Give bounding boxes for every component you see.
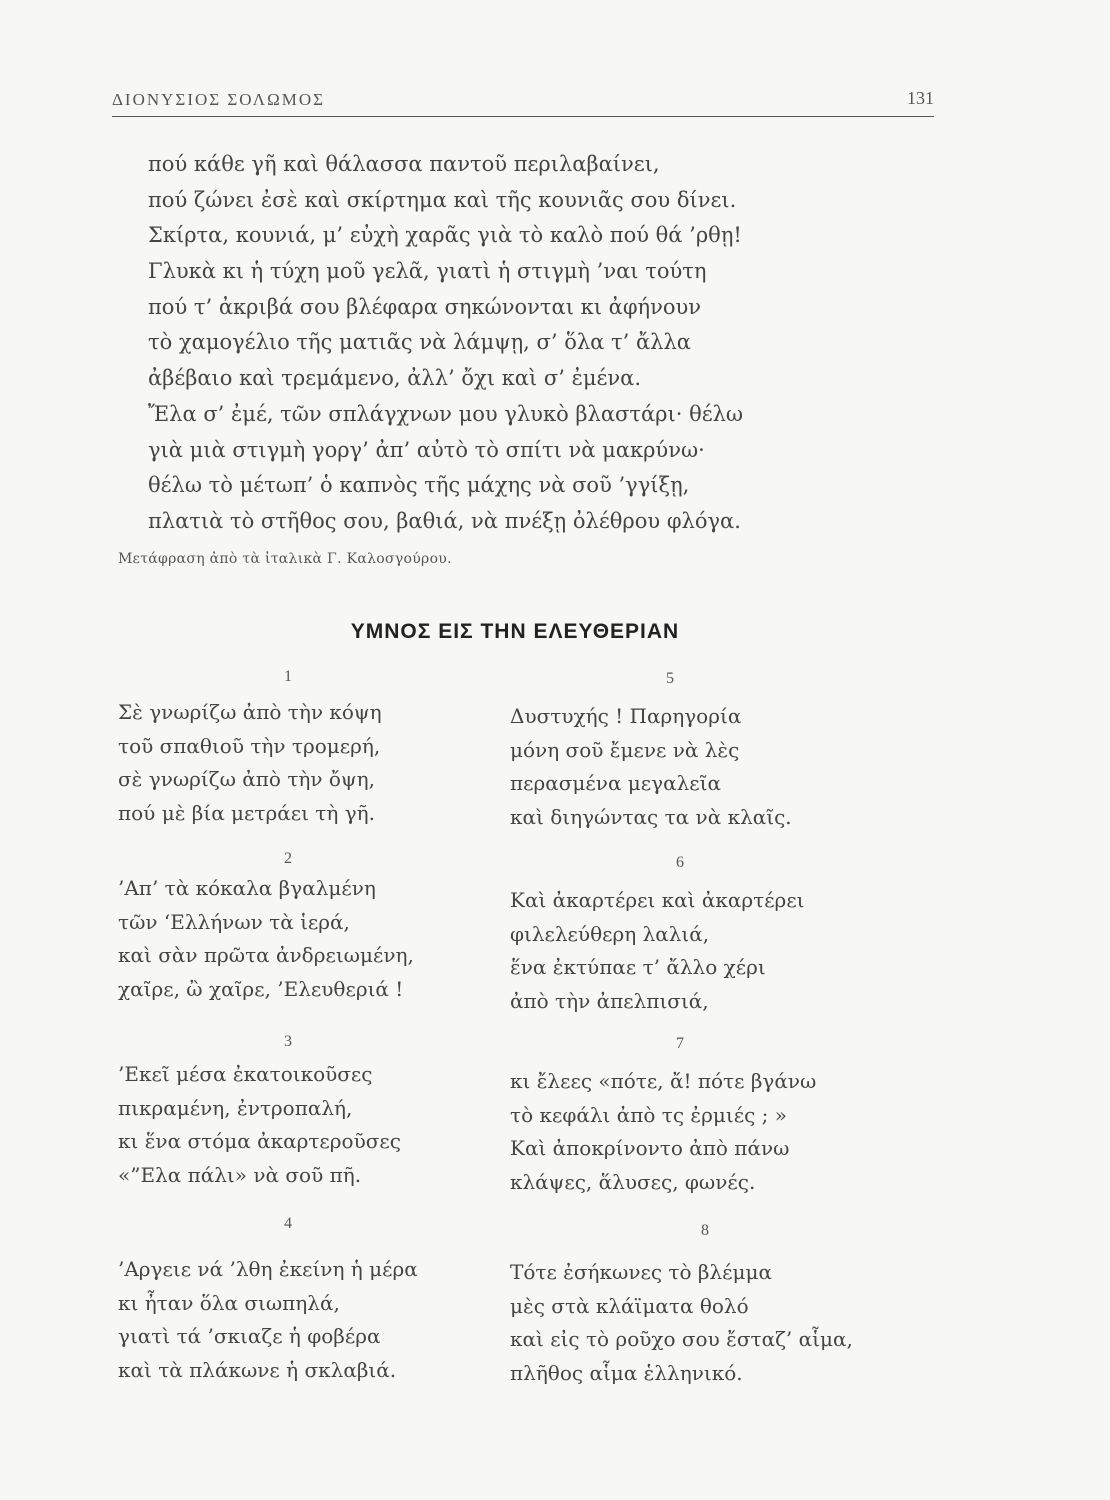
- verse-line: πικραμένη, ἐντροπαλή,: [118, 1095, 353, 1120]
- verse-line: Σὲ γνωρίζω ἀπὸ τὴν κόψη: [118, 700, 382, 724]
- stanza-number: 3: [284, 1033, 292, 1050]
- verse-line: τοῦ σπαθιοῦ τὴν τρομερή,: [118, 733, 381, 758]
- prose-line: πού τ’ ἀκριβά σου βλέφαρα σηκώνονται κι ἀφήνουν: [148, 294, 702, 319]
- verse-line: καὶ σὰν πρῶτα ἀνδρειωμένη,: [118, 943, 414, 967]
- prose-line: θέλω τὸ μέτωπ’ ὁ καπνὸς τῆς μάχης νὰ σοῦ ’γγίξῃ,: [148, 473, 690, 498]
- prose-line: Γλυκὰ κι ἡ τύχη μοῦ γελᾶ, γιατὶ ἡ στιγμὴ ’ναι τούτη: [148, 259, 707, 284]
- verse-line: μὲς στὰ κλάϊματα θολό: [510, 1293, 749, 1318]
- verse-line: πλῆθος αἷμα ἑλληνικό.: [510, 1360, 743, 1385]
- prose-passage: [148, 147, 888, 540]
- verse-line: φιλελεύθερη λαλιά,: [510, 921, 710, 946]
- verse-line: ἀπὸ τὴν ἀπελπισιά,: [510, 988, 709, 1013]
- verse-line: κλάψες, ἅλυσες, φωνές.: [510, 1169, 756, 1194]
- prose-line: γιὰ μιὰ στιγμὴ γοργ’ ἀπ’ αὐτὸ τὸ σπίτι νὰ μακρύνω·: [148, 437, 705, 462]
- verse-line: Καὶ ἀποκρίνοντο ἀπὸ πάνω: [510, 1136, 790, 1160]
- stanza-number: 7: [676, 1035, 684, 1052]
- running-head: [112, 88, 934, 117]
- prose-line: ἀβέβαιο καὶ τρεμάμενο, ἀλλ’ ὄχι καὶ σ’ ἐμένα.: [148, 366, 641, 391]
- verse-line: ’Εκεῖ μέσα ἐκατοικοῦσες: [118, 1062, 373, 1086]
- verse-line: τὸ κεφάλι ἀπὸ τς ἐρμιές ; »: [510, 1102, 787, 1127]
- verse-line: καὶ εἰς τὸ ροῦχο σου ἔσταζ’ αἷμα,: [510, 1327, 853, 1351]
- verse-line: πού μὲ βία μετράει τὴ γῆ.: [118, 800, 376, 825]
- verse-line: ’Απ’ τὰ κόκαλα βγαλμένη: [118, 876, 376, 900]
- stanza-number: 6: [676, 854, 684, 871]
- verse-line: ’Αργειε νά ’λθη ἐκείνη ἡ μέρα: [118, 1257, 418, 1281]
- verse-line: κι ἔλεες «πότε, ἄ! πότε βγάνω: [510, 1069, 817, 1093]
- verse-line: κι ἕνα στόμα ἀκαρτεροῦσες: [118, 1129, 401, 1153]
- verse-line: τῶν ‘Ελλήνων τὰ ἱερά,: [118, 909, 350, 934]
- prose-line: τὸ χαμογέλιο τῆς ματιᾶς νὰ λάμψῃ, σ’ ὅλα τ’ ἄλλα: [148, 330, 691, 355]
- translation-note: Μετάφραση ἀπὸ τὰ ἰταλικὰ Γ. Καλοσγούρου.: [118, 551, 452, 567]
- verse-line: μόνη σοῦ ἔμενε νὰ λὲς: [510, 737, 740, 762]
- verse-line: περασμένα μεγαλεῖα: [510, 771, 722, 795]
- prose-line: πού κάθε γῆ καὶ θάλασσα παντοῦ περιλαβαίνει,: [148, 152, 660, 176]
- verse-line: καὶ τὰ πλάκωνε ἡ σκλαβιά.: [118, 1357, 397, 1382]
- stanza-number: 5: [666, 670, 674, 687]
- verse-line: ἕνα ἐκτύπαε τ’ ἄλλο χέρι: [510, 955, 766, 979]
- verse-line: Δυστυχής ! Παρηγορία: [510, 704, 742, 728]
- hymn-title: ΥΜΝΟΣ ΕΙΣ ΤΗΝ ΕΛΕΥΘΕΡΙΑΝ: [350, 620, 680, 643]
- verse-line: Τότε ἐσήκωνες τὸ βλέμμα: [510, 1260, 772, 1284]
- stanza-number: 1: [284, 668, 292, 685]
- verse-line: γιατὶ τά ’σκιαζε ἡ φοβέρα: [118, 1324, 381, 1348]
- verse-line: κι ἦταν ὅλα σιωπηλά,: [118, 1290, 340, 1315]
- prose-line: Σκίρτα, κουνιά, μ’ εὐχὴ χαρᾶς γιὰ τὸ καλὸ πού θά ’ρθῃ!: [148, 223, 742, 248]
- verse-line: Καὶ ἀκαρτέρει καὶ ἀκαρτέρει: [510, 888, 805, 912]
- verse-line: χαῖρε, ὢ χαῖρε, ’Ελευθεριά !: [118, 976, 404, 1001]
- running-head-title: ΔΙΟΝΥΣΙΟΣ ΣΟΛΩΜΟΣ: [112, 90, 326, 109]
- prose-line: Ἔλα σ’ ἐμέ, τῶν σπλάγχνων μου γλυκὸ βλαστάρι· θέλω: [148, 401, 744, 426]
- prose-line: πλατιὰ τὸ στῆθος σου, βαθιά, νὰ πνέξῃ ὀλέθρου φλόγα.: [148, 508, 741, 533]
- stanza-number: 4: [284, 1215, 292, 1232]
- verse-line: σὲ γνωρίζω ἀπὸ τὴν ὄψη,: [118, 767, 375, 791]
- stanza-number: 8: [701, 1222, 709, 1239]
- verse-line: καὶ διηγώντας τα νὰ κλαῖς.: [510, 804, 792, 829]
- verse-line: «”Ελα πάλι» νὰ σοῦ πῆ.: [118, 1162, 362, 1187]
- page-number: 131: [907, 88, 934, 108]
- prose-line: πού ζώνει ἐσὲ καὶ σκίρτημα καὶ τῆς κουνιᾶς σου δίνει.: [148, 187, 737, 212]
- stanza-number: 2: [284, 850, 292, 867]
